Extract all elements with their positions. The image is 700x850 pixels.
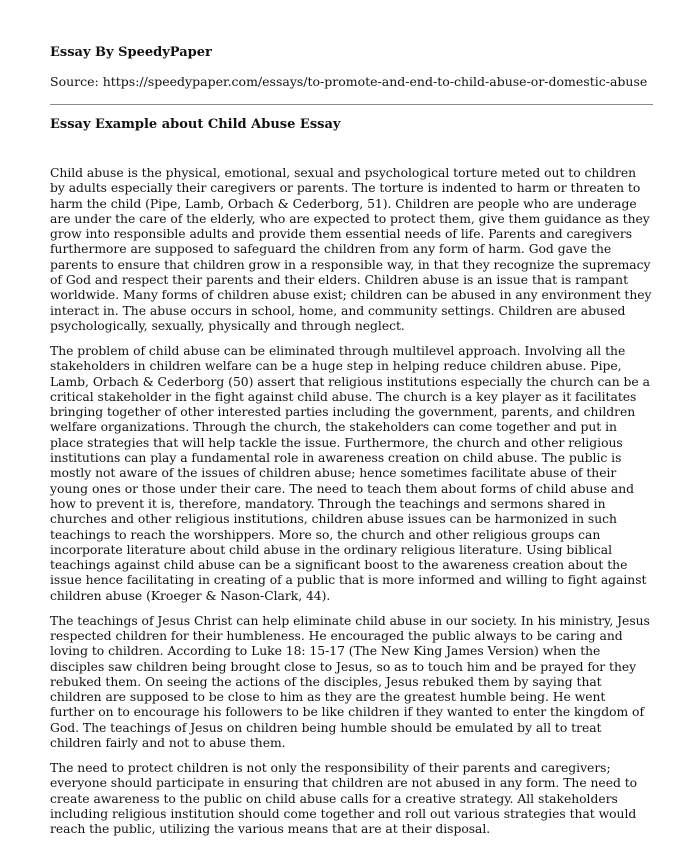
horizontal-divider (50, 104, 653, 105)
essay-paragraph: The teachings of Jesus Christ can help eliminate child abuse in our society. In his ministry, Jesus respected children for their humbleness. He encouraged the public always to be caring and loving to children. According to Luke 18: 15-17 (The New King James Version) when the disciples saw children being brought close to Jesus, so as to touch him and be prayed for they rebuked them. On seeing the actions of the disciples, Jesus rebuked them by saying that children are supposed to be close to him as they are the greatest humble being. He went further on to encourage his followers to be like children if they wanted to enter the kingdom of God. The teachings of Jesus on children being humble should be emulated by all to treat children fairly and not to abuse them. (50, 613, 650, 751)
essay-paragraph: Child abuse is the physical, emotional, sexual and psychological torture meted out to children by adults especially their caregivers or parents. The torture is indented to harm or threaten to harm the child (Pipe, Lamb, Orbach & Cederborg, 51). Children are people who are underage are under the care of the elderly, who are expected to protect them, give them guidance as they grow into responsible adults and provide them essential needs of life. Parents and caregivers furthermore are supposed to safeguard the children from any form of harm. God gave the parents to ensure that children grow in a responsible way, in that they recognize the supremacy of God and respect their parents and their elders. Children abuse is an issue that is rampant worldwide. Many forms of children abuse exist; children can be abused in any environment they interact in. The abuse occurs in school, home, and community settings. Children are abused psychologically, sexually, physically and through neglect. (50, 166, 652, 333)
source-line: Source: https://speedypaper.com/essays/to-promote-and-end-to-child-abuse-or-domestic-abuse (50, 74, 648, 89)
essay-paragraph: The need to protect children is not only the responsibility of their parents and caregivers; everyone should participate in ensuring that children are not abused in any form. The need to create awareness to the public on child abuse calls for a creative strategy. All stakeholders including religious institution should come together and roll out various strategies that would reach the public, utilizing the various means that are at their disposal. (50, 761, 638, 837)
essay-body (50, 166, 652, 838)
essay-paragraph: The problem of child abuse can be eliminated through multilevel approach. Involving all the stakeholders in children welfare can be a huge step in helping reduce children abuse. Pipe, Lamb, Orbach & Cederborg (50) assert that religious institutions especially the church can be a critical stakeholder in the fight against child abuse. The church is a key player as it facilitates bringing together of other interested parties including the government, parents, and children welfare organizations. Through the church, the stakeholders can come together and put in place strategies that will help tackle the issue. Furthermore, the church and other religious institutions can play a fundamental role in awareness creation on child abuse. The public is mostly not aware of the issues of children abuse; hence sometimes facilitate abuse of their young ones or those under their care. The need to teach them about forms of child abuse and how to prevent it is, therefore, mandatory. Through the teachings and sermons shared in churches and other religious institutions, children abuse issues can be harmonized in such teachings to reach the worshippers. More so, the church and other religious groups can incorporate literature about child abuse in the ordinary religious literature. Using biblical teachings against child abuse can be a significant boost to the awareness creation about the issue hence facilitating in creating of a public that is more informed and willing to fight against children abuse (Kroeger & Nason-Clark, 44). (50, 343, 650, 603)
essay-title: Essay Example about Child Abuse Essay (50, 117, 341, 132)
document-header-title: Essay By SpeedyPaper (50, 45, 212, 60)
